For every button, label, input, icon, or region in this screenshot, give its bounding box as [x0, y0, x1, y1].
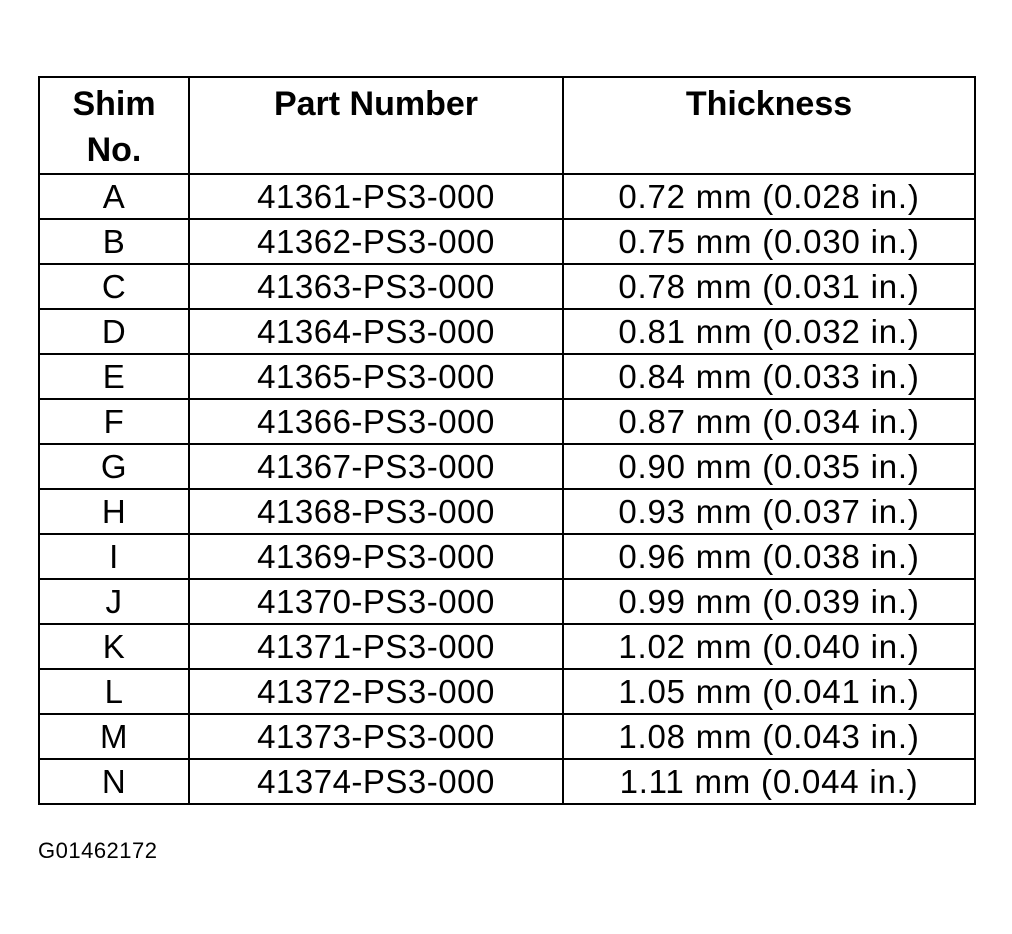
- thickness-cell: 0.87 mm (0.034 in.): [563, 399, 975, 444]
- part-number-cell: 41374-PS3-000: [189, 759, 563, 804]
- thickness-cell: 0.72 mm (0.028 in.): [563, 174, 975, 219]
- table-row: [39, 534, 975, 579]
- table-row: [39, 309, 975, 354]
- shim-no-cell: M: [39, 714, 189, 759]
- part-number-cell: 41369-PS3-000: [189, 534, 563, 579]
- header-shim-no: [39, 77, 189, 174]
- table-body: [39, 174, 975, 804]
- table-row: [39, 399, 975, 444]
- table-row: [39, 174, 975, 219]
- part-number-cell: 41372-PS3-000: [189, 669, 563, 714]
- shim-no-cell: J: [39, 579, 189, 624]
- part-number-cell: 41370-PS3-000: [189, 579, 563, 624]
- thickness-cell: 0.84 mm (0.033 in.): [563, 354, 975, 399]
- shim-table: [38, 76, 976, 805]
- shim-no-cell: I: [39, 534, 189, 579]
- table-row: [39, 264, 975, 309]
- thickness-cell: 0.90 mm (0.035 in.): [563, 444, 975, 489]
- header-part-number: Part Number: [189, 77, 563, 174]
- thickness-cell: 1.05 mm (0.041 in.): [563, 669, 975, 714]
- thickness-cell: 0.99 mm (0.039 in.): [563, 579, 975, 624]
- thickness-cell: 0.81 mm (0.032 in.): [563, 309, 975, 354]
- table-row: [39, 444, 975, 489]
- shim-no-cell: D: [39, 309, 189, 354]
- shim-no-cell: F: [39, 399, 189, 444]
- table-row: [39, 759, 975, 804]
- shim-no-cell: E: [39, 354, 189, 399]
- thickness-cell: 1.08 mm (0.043 in.): [563, 714, 975, 759]
- figure-id: G01462172: [38, 838, 158, 863]
- part-number-cell: 41361-PS3-000: [189, 174, 563, 219]
- table-row: [39, 354, 975, 399]
- table-row: [39, 579, 975, 624]
- shim-no-cell: C: [39, 264, 189, 309]
- part-number-cell: 41367-PS3-000: [189, 444, 563, 489]
- table-row: [39, 714, 975, 759]
- table-row: [39, 489, 975, 534]
- header-row: [39, 77, 975, 174]
- part-number-cell: 41371-PS3-000: [189, 624, 563, 669]
- shim-no-cell: G: [39, 444, 189, 489]
- thickness-cell: 1.11 mm (0.044 in.): [563, 759, 975, 804]
- part-number-cell: 41368-PS3-000: [189, 489, 563, 534]
- thickness-cell: 0.96 mm (0.038 in.): [563, 534, 975, 579]
- part-number-cell: 41363-PS3-000: [189, 264, 563, 309]
- header-thickness: Thickness: [563, 77, 975, 174]
- header-shim-no-line2: No.: [86, 131, 142, 169]
- shim-no-cell: B: [39, 219, 189, 264]
- thickness-cell: 0.78 mm (0.031 in.): [563, 264, 975, 309]
- table-row: [39, 624, 975, 669]
- shim-no-cell: L: [39, 669, 189, 714]
- part-number-cell: 41366-PS3-000: [189, 399, 563, 444]
- thickness-cell: 0.93 mm (0.037 in.): [563, 489, 975, 534]
- part-number-cell: 41373-PS3-000: [189, 714, 563, 759]
- thickness-cell: 0.75 mm (0.030 in.): [563, 219, 975, 264]
- part-number-cell: 41365-PS3-000: [189, 354, 563, 399]
- part-number-cell: 41362-PS3-000: [189, 219, 563, 264]
- header-shim-no-line1: Shim: [72, 85, 156, 123]
- table-row: [39, 219, 975, 264]
- thickness-cell: 1.02 mm (0.040 in.): [563, 624, 975, 669]
- table-row: [39, 669, 975, 714]
- shim-no-cell: N: [39, 759, 189, 804]
- part-number-cell: 41364-PS3-000: [189, 309, 563, 354]
- shim-no-cell: A: [39, 174, 189, 219]
- shim-no-cell: H: [39, 489, 189, 534]
- shim-no-cell: K: [39, 624, 189, 669]
